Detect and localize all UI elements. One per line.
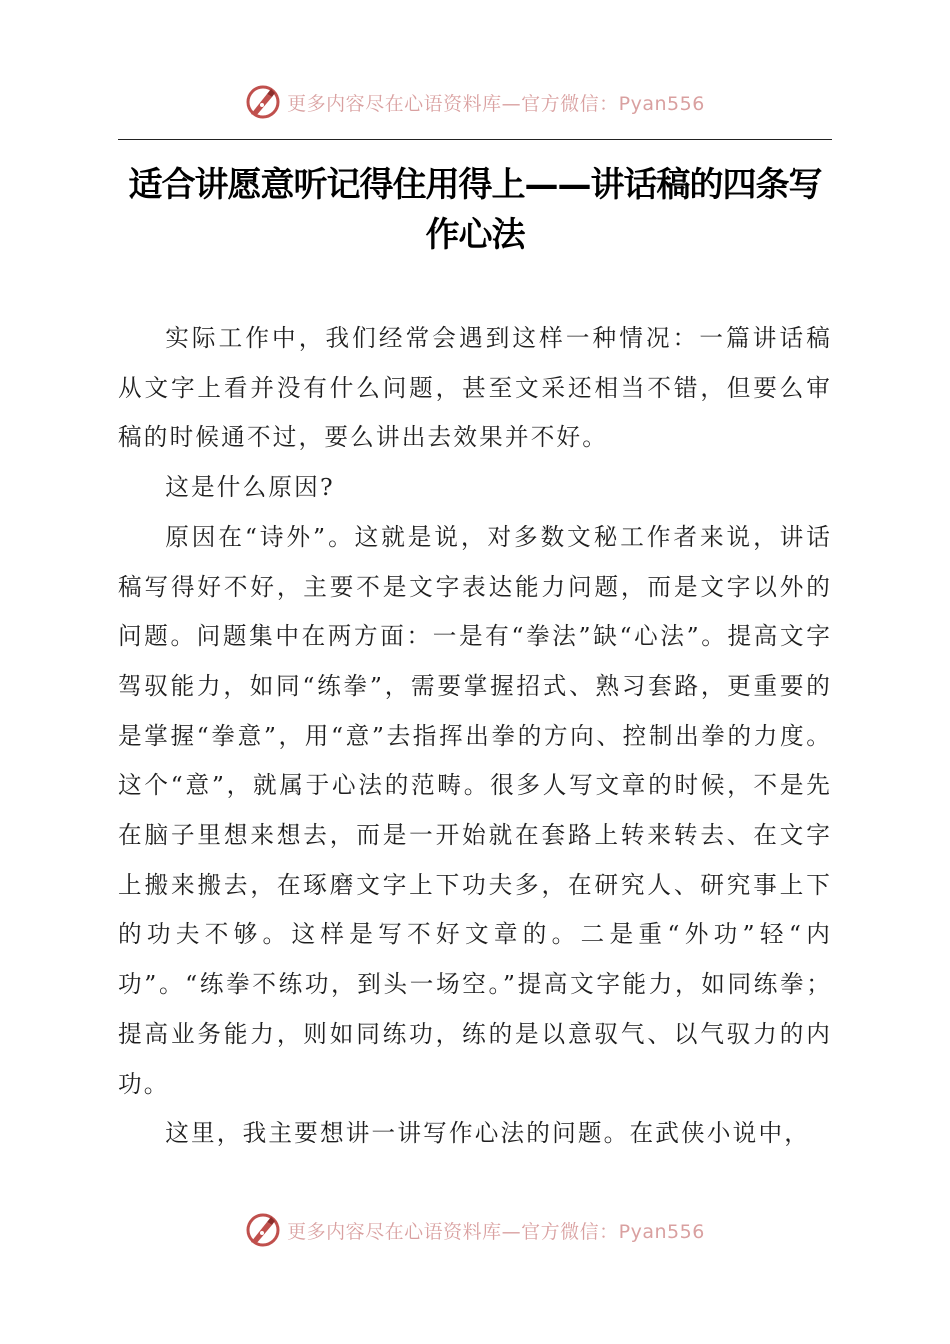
paragraph: 这是什么原因?: [165, 473, 335, 502]
header-rule: [118, 139, 832, 140]
document-body: [118, 314, 832, 1159]
watermark-text: 更多内容尽在心语资料库—官方微信：Pyan556: [287, 1220, 705, 1243]
footer-watermark: [0, 1210, 950, 1250]
watermark-text: 更多内容尽在心语资料库—官方微信：Pyan556: [287, 92, 705, 115]
pen-nib-circle-logo-icon: [245, 84, 281, 120]
header-watermark: [0, 82, 950, 122]
paragraph: 实际工作中，我们经常会遇到这样一种情况：一篇讲话稿从文字上看并没有什么问题，甚至文采还相当不错，但要么审稿的时候通不过，要么讲出去效果并不好。: [118, 324, 832, 452]
paragraph: 原因在“诗外”。这就是说，对多数文秘工作者来说，讲话稿写得好不好，主要不是文字表达能力问题，而是文字以外的问题。问题集中在两方面：一是有“拳法”缺“心法”。提高文字驾驭能力，如同“练拳”，需要掌握招式、熟习套路，更重要的是掌握“拳意”，用“意”去指挥出拳的方向、控制出拳的力度。这个“意”，就属于心法的范畴。很多人写文章的时候，不是先在脑子里想来想去，而是一开始就在套路上转来转去、在文字上搬来搬去，在琢磨文字上下功夫多，在研究人、研究事上下的功夫不够。这样是写不好文章的。二是重“外功”轻“内功”。“练拳不练功，到头一场空。”提高文字能力，如同练拳；提高业务能力，则如同练功，练的是以意驭气、以气驭力的内功。: [118, 522, 832, 1098]
paragraph: 这里，我主要想讲一讲写作心法的问题。在武侠小说中，: [165, 1119, 811, 1148]
pen-nib-circle-logo-icon: [245, 1212, 281, 1248]
document-title: 适合讲愿意听记得住用得上——讲话稿的四条写作心法: [128, 165, 822, 255]
